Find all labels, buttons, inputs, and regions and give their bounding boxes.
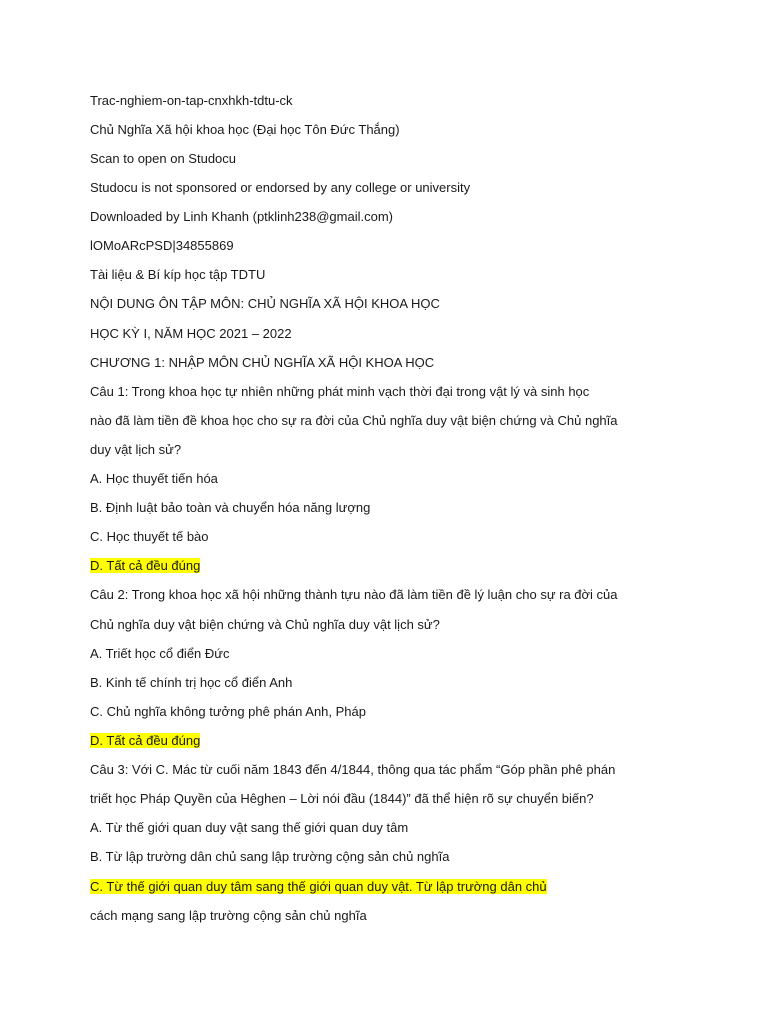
- course-name: Chủ Nghĩa Xã hội khoa học (Đại học Tôn Đức Thắng): [90, 122, 400, 137]
- q3-option-b: B. Từ lập trường dân chủ sang lập trường cộng sản chủ nghĩa: [90, 849, 450, 864]
- question-2-line-1: Câu 2: Trong khoa học xã hội những thành tựu nào đã làm tiền đề lý luận cho sự ra đời của: [90, 587, 618, 602]
- q1-option-c: C. Học thuyết tế bào: [90, 529, 209, 544]
- content-heading: NỘI DUNG ÔN TẬP MÔN: CHỦ NGHĨA XÃ HỘI KHOA HỌC: [90, 296, 440, 311]
- semester-heading: HỌC KỲ I, NĂM HỌC 2021 – 2022: [90, 326, 292, 341]
- downloaded-by: Downloaded by Linh Khanh (ptklinh238@gmail.com): [90, 209, 393, 224]
- q1-option-a: A. Học thuyết tiến hóa: [90, 471, 218, 486]
- question-1-line-3: duy vật lịch sử?: [90, 442, 182, 457]
- q2-option-b: B. Kinh tế chính trị học cổ điển Anh: [90, 675, 293, 690]
- q1-option-b: B. Định luật bảo toàn và chuyển hóa năng lượng: [90, 500, 371, 515]
- q2-option-d-answer: [90, 732, 200, 750]
- answer-highlight: D. Tất cả đều đúng: [90, 558, 201, 573]
- answer-highlight: D. Tất cả đều đúng: [90, 733, 201, 748]
- document-id: lOMoARcPSD|34855869: [90, 238, 234, 253]
- q3-option-a: A. Từ thế giới quan duy vật sang thế giới quan duy tâm: [90, 820, 409, 835]
- question-1-line-2: nào đã làm tiền đề khoa học cho sự ra đời của Chủ nghĩa duy vật biện chứng và Chủ nghĩa: [90, 413, 618, 428]
- q2-option-a: A. Triết học cổ điển Đức: [90, 646, 230, 661]
- question-1-line-1: Câu 1: Trong khoa học tự nhiên những phát minh vạch thời đại trong vật lý và sinh học: [90, 384, 590, 399]
- q2-option-c: C. Chủ nghĩa không tưởng phê phán Anh, Pháp: [90, 704, 366, 719]
- question-2-line-2: Chủ nghĩa duy vật biện chứng và Chủ nghĩa duy vật lịch sử?: [90, 617, 440, 632]
- q1-option-d-answer: [90, 557, 200, 575]
- answer-highlight: C. Từ thế giới quan duy tâm sang thế giới quan duy vật. Từ lập trường dân chủ: [90, 879, 547, 894]
- q3-option-c-continued: cách mạng sang lập trường cộng sản chủ nghĩa: [90, 908, 367, 923]
- doc-title-slug: Trac-nghiem-on-tap-cnxhkh-tdtu-ck: [90, 93, 293, 108]
- studocu-disclaimer: Studocu is not sponsored or endorsed by any college or university: [90, 180, 471, 195]
- q3-option-c-answer: [90, 878, 547, 896]
- question-3-line-1: Câu 3: Với C. Mác từ cuối năm 1843 đến 4/1844, thông qua tác phẩm “Góp phần phê phán: [90, 762, 616, 777]
- studocu-scan-note: Scan to open on Studocu: [90, 151, 237, 166]
- chapter-heading: CHƯƠNG 1: NHẬP MÔN CHỦ NGHĨA XÃ HỘI KHOA HỌC: [90, 355, 435, 370]
- question-3-line-2: triết học Pháp Quyền của Hêghen – Lời nói đầu (1844)” đã thể hiện rõ sự chuyển biến?: [90, 791, 594, 806]
- source-label: Tài liệu & Bí kíp học tập TDTU: [90, 267, 266, 282]
